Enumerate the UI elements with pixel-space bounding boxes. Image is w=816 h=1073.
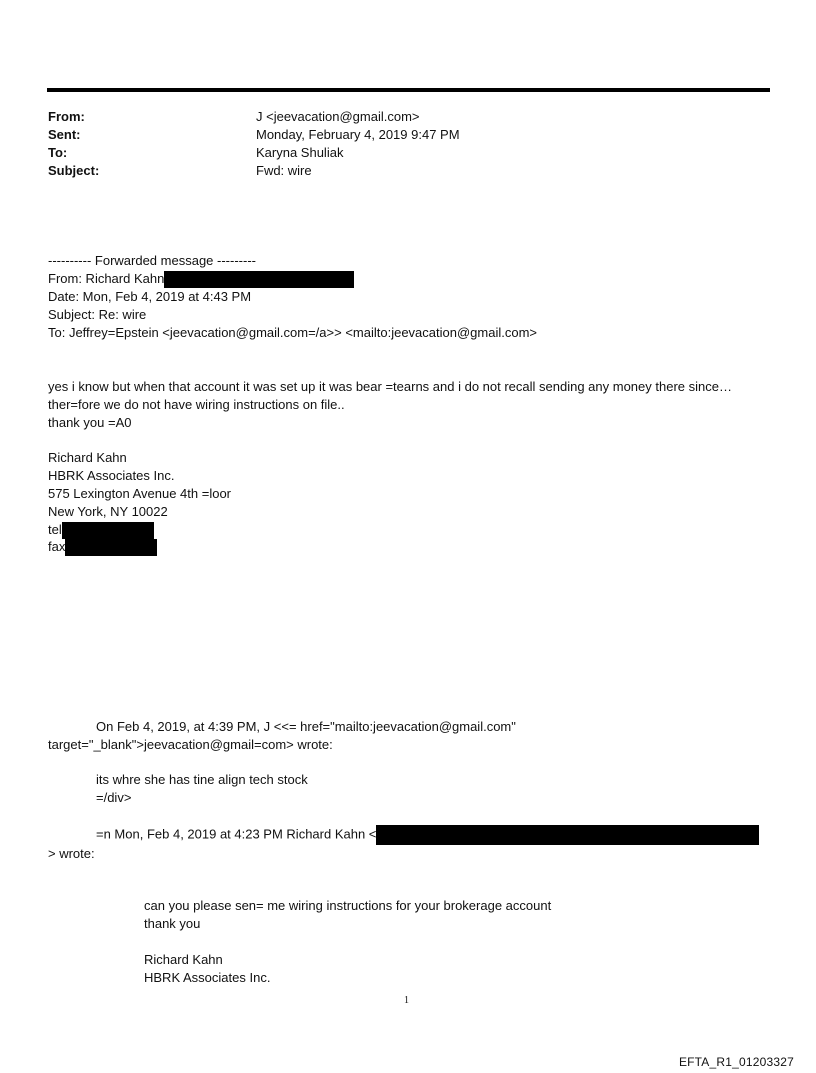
redaction-box xyxy=(62,522,154,539)
quote2-message-line-1: can you please sen= me wiring instructions for your brokerage account xyxy=(144,898,552,913)
quote2-signature-company: HBRK Associates Inc. xyxy=(144,970,271,985)
sent-label: Sent: xyxy=(48,127,81,142)
body-line-3: thank you =A0 xyxy=(48,415,132,430)
subject-value: Fwd: wire xyxy=(256,163,312,178)
signature-fax xyxy=(48,538,157,556)
to-label: To: xyxy=(48,145,68,160)
forwarded-to: To: Jeffrey=Epstein <jeevacation@gmail.com=/a>> <mailto:jeevacation@gmail.com> xyxy=(48,325,537,340)
signature-name: Richard Kahn xyxy=(48,450,127,465)
body-line-2: ther=fore we do not have wiring instructions on file.. xyxy=(48,397,345,412)
quote1-message-line-2: =/div> xyxy=(96,790,132,805)
redaction-box xyxy=(376,825,759,845)
from-label: From: xyxy=(48,109,85,124)
forwarded-separator: ---------- Forwarded message --------- xyxy=(48,253,256,268)
sent-value: Monday, February 4, 2019 9:47 PM xyxy=(256,127,460,142)
to-value: Karyna Shuliak xyxy=(256,145,344,160)
redaction-box xyxy=(164,271,354,288)
bates-number: EFTA_R1_01203327 xyxy=(678,1055,794,1069)
page-number: 1 xyxy=(404,995,409,1006)
quote2-header-line-1 xyxy=(96,825,759,845)
forwarded-from xyxy=(48,270,354,288)
signature-tel-label: tel xyxy=(48,522,62,537)
body-line-1: yes i know but when that account it was set up it was bear =tearns and i do not recall sending any money there since… xyxy=(48,379,732,394)
quote2-signature-name: Richard Kahn xyxy=(144,952,223,967)
quote2-message-line-2: thank you xyxy=(144,916,201,931)
redaction-box xyxy=(65,539,157,556)
quote2-header-text: =n Mon, Feb 4, 2019 at 4:23 PM Richard Kahn < xyxy=(96,826,377,842)
forwarded-subject: Subject: Re: wire xyxy=(48,307,147,322)
forwarded-from-text: From: Richard Kahn xyxy=(48,271,165,286)
signature-company: HBRK Associates Inc. xyxy=(48,468,175,483)
quote1-header-line-2: target="_blank">jeevacation@gmail=com> wrote: xyxy=(48,737,333,752)
quote1-header-line-1: On Feb 4, 2019, at 4:39 PM, J <<= href="mailto:jeevacation@gmail.com" xyxy=(96,719,516,734)
subject-label: Subject: xyxy=(48,163,100,178)
signature-fax-label: fax xyxy=(48,539,66,554)
quote1-message-line-1: its whre she has tine align tech stock xyxy=(96,772,308,787)
signature-address-2: New York, NY 10022 xyxy=(48,504,168,519)
header-rule xyxy=(47,88,770,92)
forwarded-date: Date: Mon, Feb 4, 2019 at 4:43 PM xyxy=(48,289,252,304)
signature-address-1: 575 Lexington Avenue 4th =loor xyxy=(48,486,231,501)
signature-tel xyxy=(48,521,154,539)
quote2-header-line-2: > wrote: xyxy=(48,846,95,861)
from-value: J <jeevacation@gmail.com> xyxy=(256,109,420,124)
